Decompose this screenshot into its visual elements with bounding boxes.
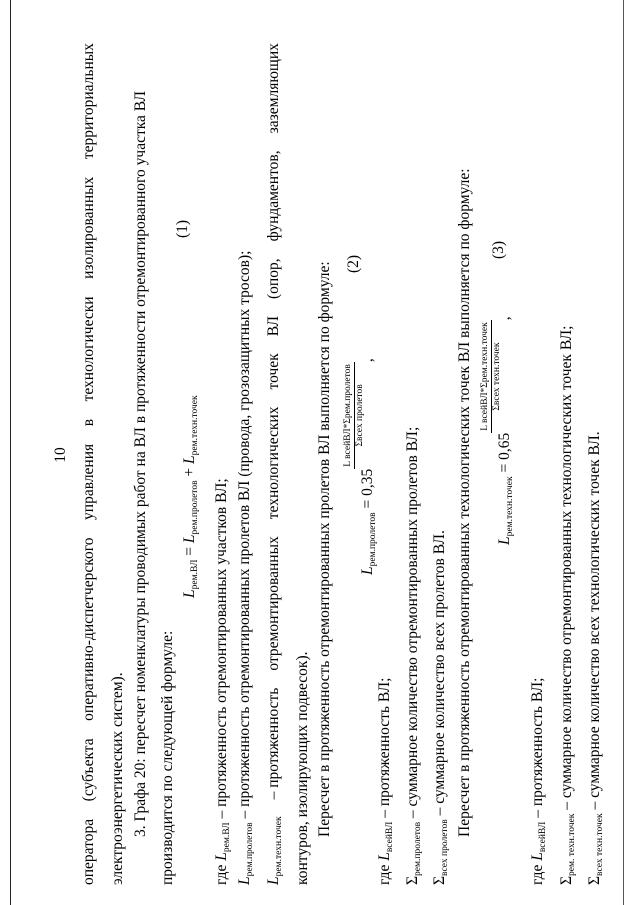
word: фундаментов,	[265, 150, 282, 242]
formula-3-lhs-subscript: рем.техн.точек	[505, 476, 515, 537]
fraction-denominator: Σвсех пролетов	[355, 384, 365, 447]
word: – протяженность	[265, 687, 282, 800]
word: оперативно-диспетчерского	[80, 537, 97, 721]
paragraph-1-line-1	[80, 43, 98, 885]
paragraph-3: Пересчет в протяженность отремонтированных пролетов ВЛ выполняется по формуле:	[316, 261, 333, 837]
definition-2-2: $\Sigma_{рем.пролетов}$ – суммарное количество отремонтированных пролетов ВЛ;	[404, 426, 423, 885]
word: ВЛ	[265, 316, 282, 337]
formula-3: $L_{рем.техн.точек} = 0,65$ L всейВЛ*Σрем.техн.точек Σвсех техн.точек ,	[480, 316, 515, 545]
fraction-numerator: L всейВЛ*Σрем.пролетов	[343, 364, 353, 467]
paragraph-4: Пересчет в протяженность отремонтированных технологических точек ВЛ выполняется по формуле:	[456, 168, 473, 837]
formula-2-lhs-subscript: рем.пролетов	[368, 512, 378, 567]
definition-3-2: $\Sigma_{рем. техн.точек}$ – суммарное количество отремонтированных технологических точек ВЛ;	[558, 325, 577, 885]
definition-1-2: $L_{рем.пролетов}$ – протяженность отремонтированных пролетов ВЛ (провода, грозозащитных тросов);	[236, 250, 255, 885]
equation-number-1: (1)	[174, 219, 191, 238]
word: управления	[80, 443, 97, 520]
word: оператора	[80, 818, 97, 885]
def-text: – суммарное количество всех пролетов ВЛ.	[431, 530, 448, 820]
formula-1-term-2-subscript: рем.техн.точек	[190, 395, 200, 456]
def-subscript: рем. техн.точек	[567, 813, 577, 876]
word: технологически	[80, 296, 97, 402]
def-text: – протяженность ВЛ;	[376, 677, 393, 822]
def-text: – протяженность отремонтированных участков ВЛ;	[213, 478, 230, 823]
definition-2-3: $\Sigma_{всех пролетов}$ – суммарное количество всех пролетов ВЛ.	[431, 530, 450, 885]
definition-2-1: где $L_{всейВЛ}$ – протяженность ВЛ;	[376, 677, 395, 885]
def-subscript: всейВЛ	[385, 821, 395, 853]
fraction-denominator: Σвсех техн.точек	[492, 342, 502, 411]
word: изолированных	[80, 176, 97, 279]
formula-2: $L_{рем.пролетов} = 0,35$ L всейВЛ*Σрем.пролетов Σвсех пролетов ,	[343, 358, 378, 575]
paragraph-2-line-1: 3. Графа 20: пересчет номенклатуры проводимых работ на ВЛ в протяженности отремонтированного участка ВЛ	[132, 90, 149, 837]
comma: ,	[496, 316, 513, 321]
def-subscript: всех техн.точек	[595, 813, 605, 876]
definition-1-3-line-2: контуров, изолирующих подвесок).	[294, 651, 311, 885]
def-term: $L_{рем.техн.точек}$	[265, 816, 284, 885]
paragraph-2-line-2: производится по следующей формуле:	[159, 630, 176, 885]
formula-3-exponent-fraction	[480, 320, 503, 433]
definition-1-1: где $L_{рем.ВЛ}$ – протяженность отремонтированных участков ВЛ;	[213, 478, 232, 885]
def-prefix: где	[213, 864, 230, 885]
definition-3-1: где $L_{всейВЛ}$ – протяженность ВЛ;	[529, 677, 548, 885]
def-text: – суммарное количество отремонтированных пролетов ВЛ;	[404, 426, 421, 822]
def-subscript: рем.пролетов	[245, 822, 255, 877]
word: (опор,	[265, 258, 282, 299]
formula-1-term-1-subscript: рем.пролетов	[190, 480, 200, 535]
def-subscript: рем.техн.точек	[274, 816, 284, 877]
equation-number-3: (3)	[490, 240, 507, 259]
word: заземляющих	[265, 43, 282, 134]
word: технологических	[265, 406, 282, 520]
formula-3-coefficient: 0,65	[496, 432, 513, 460]
comma: ,	[359, 358, 376, 363]
definition-1-3-line-1	[265, 43, 284, 885]
word: (субъекта	[80, 738, 97, 802]
formula-1: $L_{рем.ВЛ} = L_{рем.пролетов} + L_{рем.техн.точек}$	[181, 395, 200, 598]
def-subscript: рем.пролетов	[413, 821, 423, 876]
word: территориальных	[80, 43, 97, 160]
word: точек	[265, 353, 282, 390]
word: в	[80, 418, 97, 427]
def-text: – протяженность отремонтированных пролетов ВЛ (провода, грозозащитных тросов);	[236, 250, 253, 823]
def-subscript: всейВЛ	[538, 821, 548, 853]
word: отремонтированных	[265, 536, 282, 671]
paragraph-1-line-2: электроэнергетических систем).	[109, 672, 126, 885]
formula-2-exponent-fraction	[343, 362, 366, 469]
fraction-numerator: L всейВЛ*Σрем.техн.точек	[480, 322, 490, 431]
def-text: – суммарное количество отремонтированных технологических точек ВЛ;	[558, 325, 575, 814]
def-prefix: где	[376, 864, 393, 885]
def-prefix: где	[529, 864, 546, 885]
def-subscript: всех пролетов	[440, 819, 450, 876]
definition-3-3: $\Sigma_{всех техн.точек}$ – суммарное количество всех технологических точек ВЛ.	[586, 431, 605, 885]
def-text: – суммарное количество всех технологических точек ВЛ.	[586, 431, 603, 814]
formula-1-lhs-subscript: рем.ВЛ	[190, 559, 200, 590]
page-number: 10	[52, 447, 69, 463]
equation-number-2: (2)	[345, 254, 362, 273]
def-subscript: рем.ВЛ	[222, 822, 232, 853]
def-text: – протяженность ВЛ;	[529, 677, 546, 822]
formula-2-coefficient: 0,35	[359, 468, 376, 496]
